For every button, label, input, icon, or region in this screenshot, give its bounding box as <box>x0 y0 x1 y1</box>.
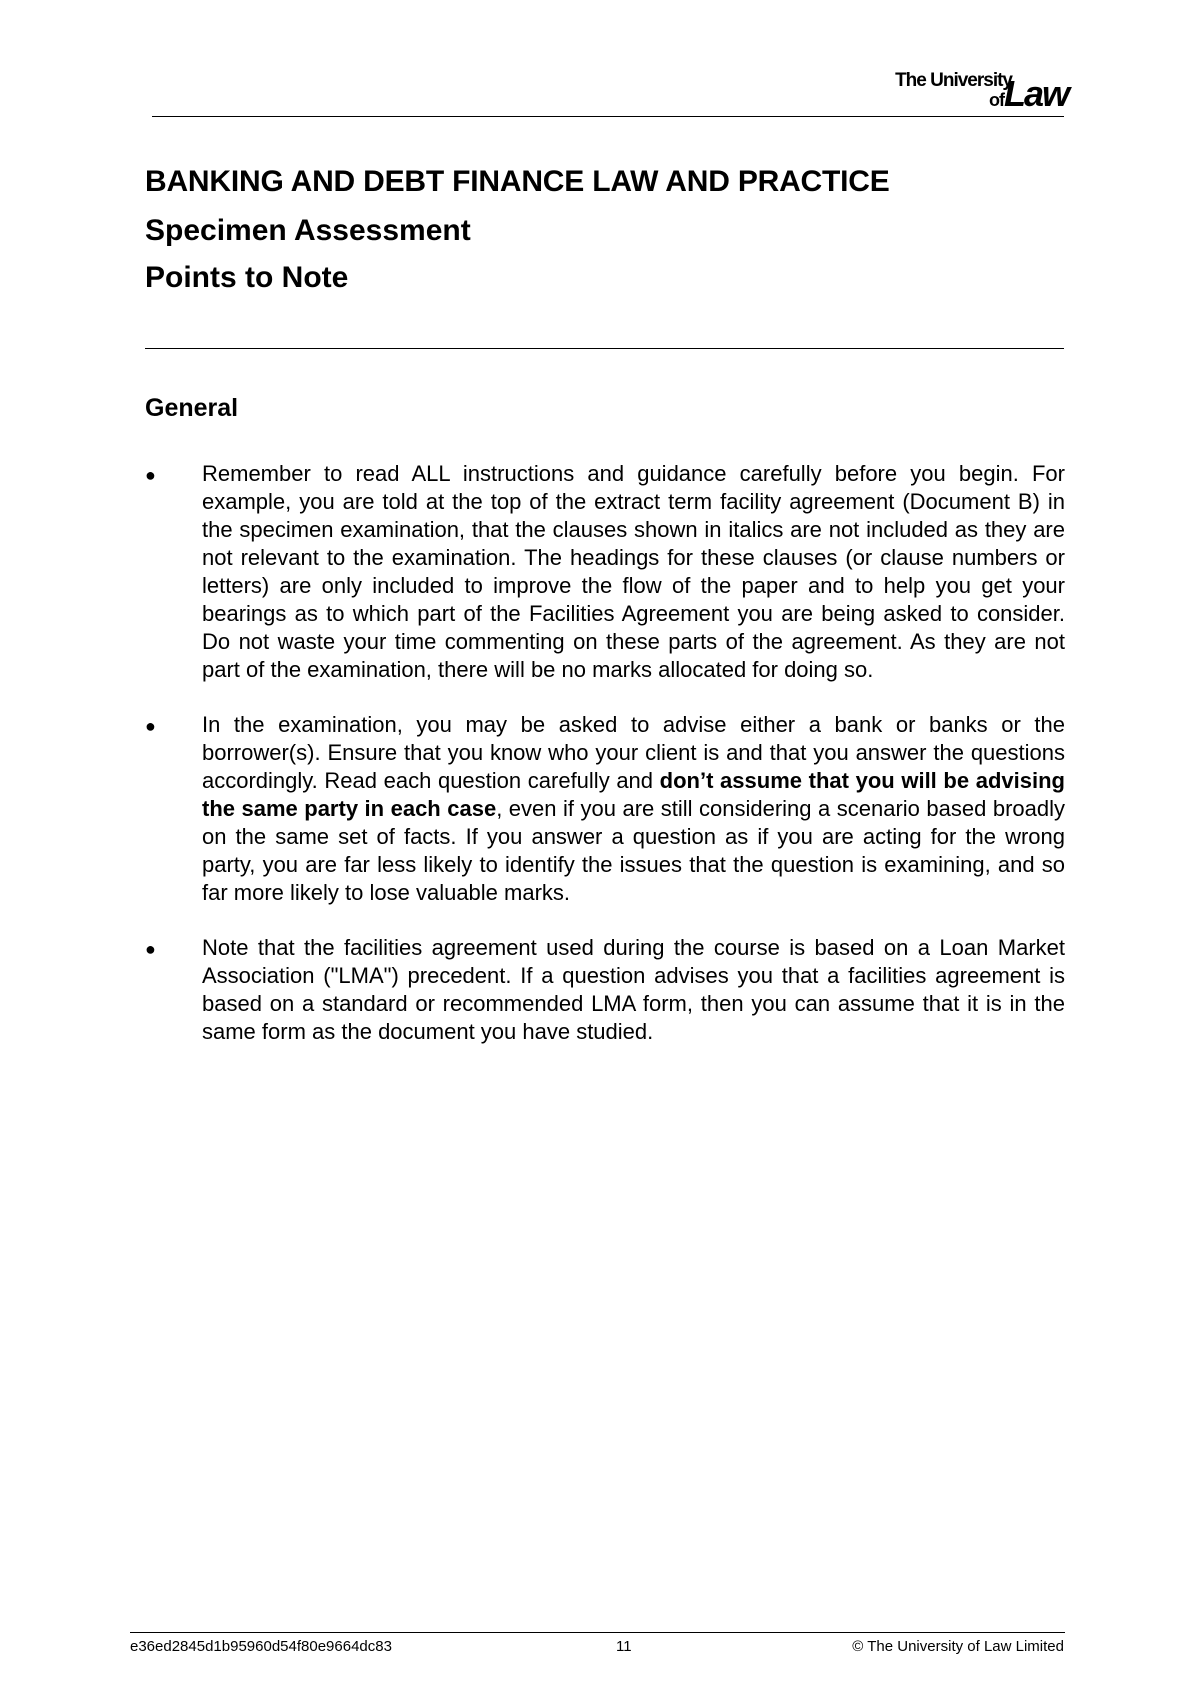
header-divider <box>152 116 1064 117</box>
title-divider <box>145 348 1064 349</box>
university-of-law-logo <box>858 66 1068 114</box>
footer-document-id: e36ed2845d1b95960d54f80e9664dc83 <box>130 1638 392 1655</box>
footer-page-number: 11 <box>616 1638 632 1655</box>
section-heading-general: General <box>145 394 239 422</box>
bullet-text-start: In the examination, you may be asked to advise either a bank or banks or the borrower(s). Ensure that you know who your client is and that you answer the questions accordingly. Read each question carefully and <box>202 712 1065 793</box>
logo-text-of: of <box>989 90 1004 110</box>
bullet-item <box>145 934 1065 1046</box>
footer-divider <box>130 1632 1065 1633</box>
bullet-icon: ● <box>145 465 156 485</box>
bullet-item <box>145 460 1065 684</box>
document-title: BANKING AND DEBT FINANCE LAW AND PRACTICE <box>145 165 890 198</box>
logo-text-law: Law <box>1003 73 1068 114</box>
bullet-text: Remember to read ALL instructions and guidance carefully before you begin. For example, you are told at the top of the extract term facility agreement (Document B) in the specimen examination, that the clauses shown in italics are not included as they are not relevant to the examination. The headings for these clauses (or clause numbers or letters) are only included to improve the flow of the paper and to help you get your bearings as to which part of the Facilities Agreement you are being asked to consider. Do not waste your time commenting on these parts of the agreement. As they are not part of the examination, there will be no marks allocated for doing so. <box>202 461 1065 682</box>
bullet-text <box>202 711 1065 907</box>
bullet-icon: ● <box>145 716 156 736</box>
bullet-list <box>145 460 1065 1073</box>
logo-text-the-university: The University <box>895 70 1012 91</box>
bullet-item <box>145 711 1065 907</box>
bullet-text-bold: don’t assume that you will be advising the same party in each case <box>202 768 1065 821</box>
bullet-text-end: , even if you are still considering a scenario based broadly on the same set of facts. If you answer a question as if you are acting for the wrong party, you are far less likely to identify the issues that the question is examining, and so far more likely to lose valuable marks. <box>202 796 1065 905</box>
footer-copyright: © The University of Law Limited <box>852 1638 1064 1655</box>
bullet-text: Note that the facilities agreement used during the course is based on a Loan Market Association ("LMA") precedent. If a question advises you that a facilities agreement is based on a standard or recommended LMA form, then you can assume that it is in the same form as the document you have studied. <box>202 935 1065 1044</box>
bullet-icon: ● <box>145 939 156 959</box>
document-subtitle-points: Points to Note <box>145 261 349 294</box>
document-subtitle: Specimen Assessment <box>145 214 471 247</box>
